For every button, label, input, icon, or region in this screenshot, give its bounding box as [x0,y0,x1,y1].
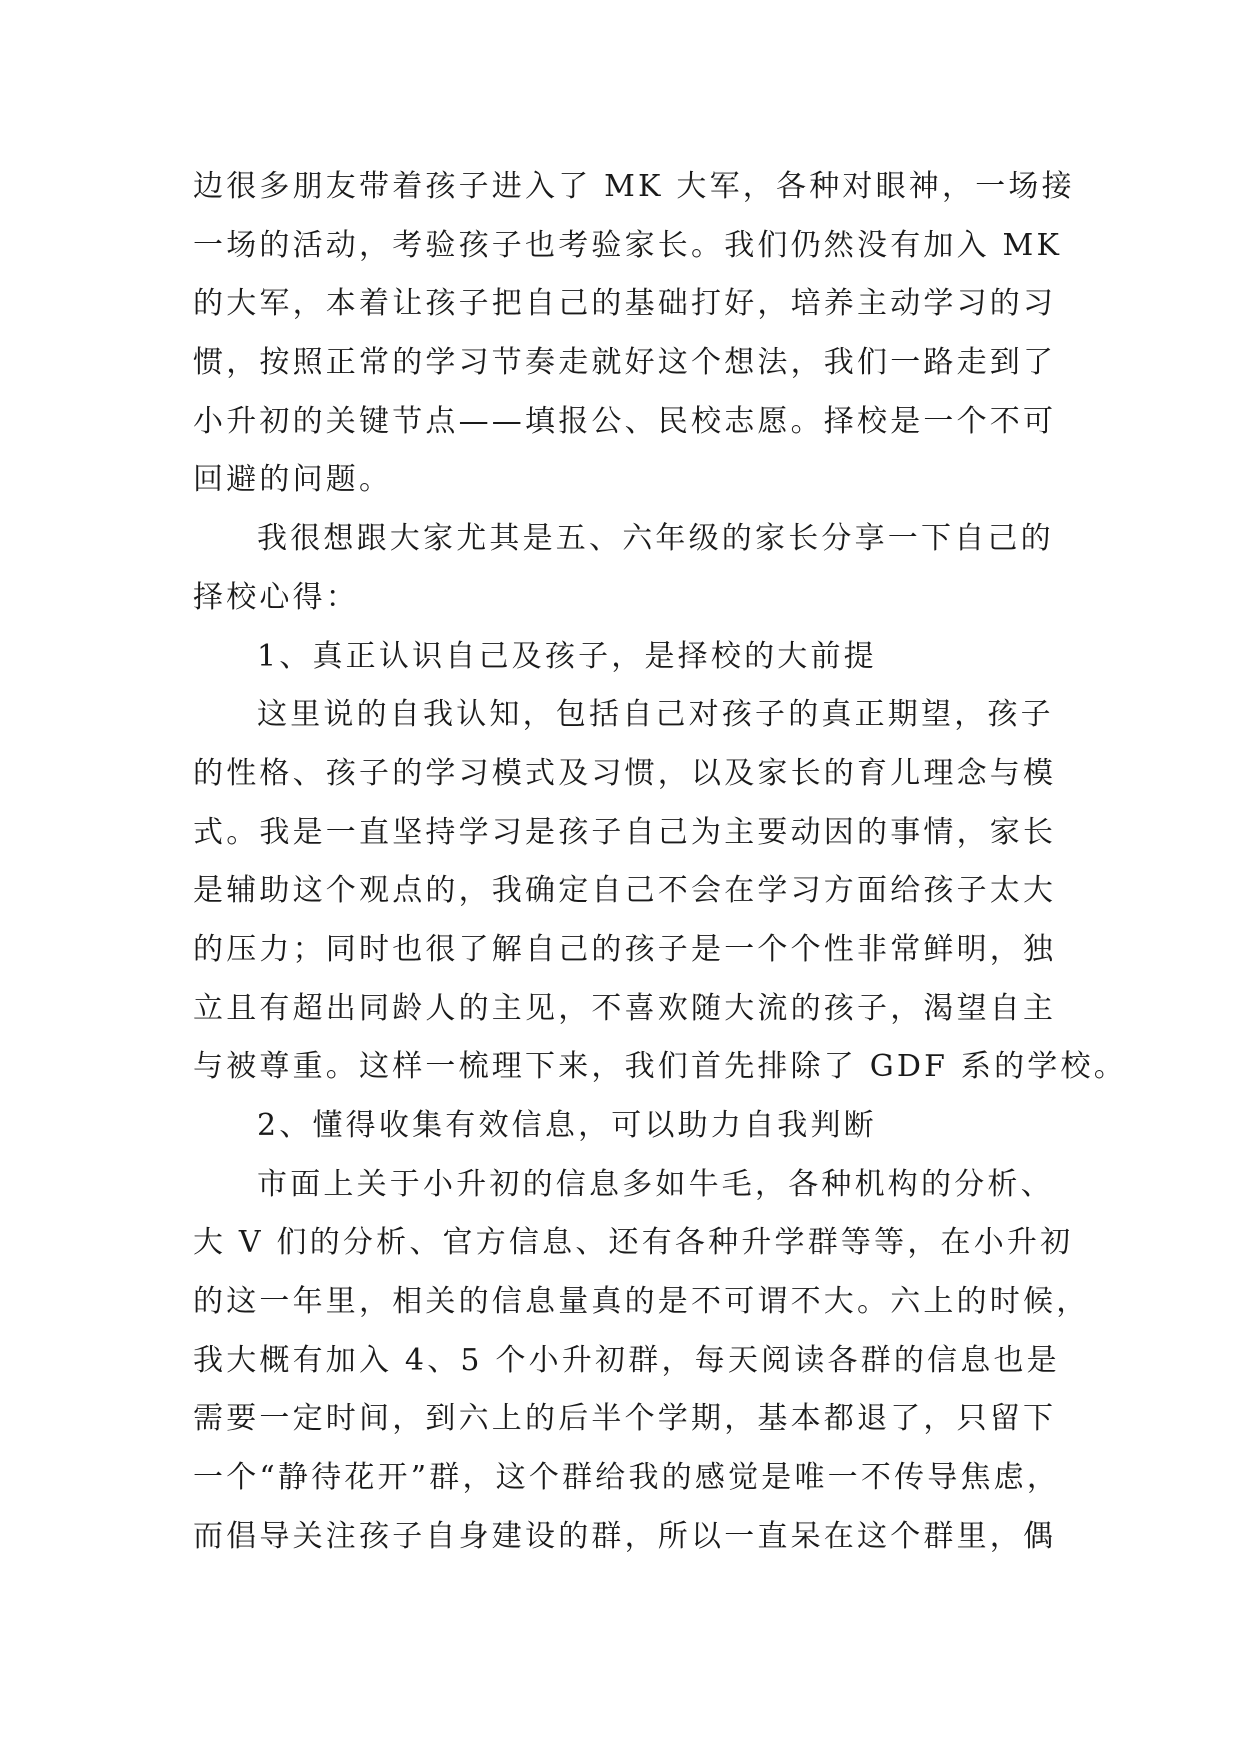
text-line: 是辅助这个观点的，我确定自己不会在学习方面给孩子太大 [193,873,1057,909]
paragraph-start-line: 我很想跟大家尤其是五、六年级的家长分享一下自己的 [257,521,1054,557]
text-line: 一场的活动，考验孩子也考验家长。我们仍然没有加入 MK [193,227,1063,263]
text-line: 式。我是一直坚持学习是孩子自己为主要动因的事情，家长 [193,814,1057,850]
text-line: 的性格、孩子的学习模式及习惯，以及家长的育儿理念与模 [193,755,1057,791]
section-heading: 1、真正认识自己及孩子，是择校的大前提 [257,638,877,674]
text-line: 的压力；同时也很了解自己的孩子是一个个性非常鲜明，独 [193,931,1057,967]
text-line: 小升初的关键节点——填报公、民校志愿。择校是一个不可 [193,403,1057,439]
text-line: 立且有超出同龄人的主见，不喜欢随大流的孩子，渴望自主 [193,990,1057,1026]
text-line: 一个“静待花开”群，这个群给我的感觉是唯一不传导焦虑， [193,1460,1061,1496]
paragraph-start-line: 这里说的自我认知，包括自己对孩子的真正期望，孩子 [257,697,1054,733]
text-line: 的大军，本着让孩子把自己的基础打好，培养主动学习的习 [193,286,1057,322]
section-heading: 2、懂得收集有效信息，可以助力自我判断 [257,1108,877,1143]
text-line: 的这一年里，相关的信息量真的是不可谓不大。六上的时候， [193,1284,1090,1320]
text-line: 择校心得： [193,579,359,615]
text-line: 而倡导关注孩子自身建设的群，所以一直呆在这个群里，偶 [193,1518,1057,1554]
text-line: 需要一定时间，到六上的后半个学期，基本都退了，只留下 [193,1401,1057,1437]
text-line: 与被尊重。这样一梳理下来，我们首先排除了 GDF 系的学校。 [193,1049,1127,1085]
text-line: 回避的问题。 [193,462,393,498]
body-text [193,158,1127,1567]
text-line: 大 V 们的分析、官方信息、还有各种升学群等等，在小升初 [193,1225,1074,1261]
text-line: 我大概有加入 4、5 个小升初群，每天阅读各群的信息也是 [193,1342,1060,1378]
text-line: 边很多朋友带着孩子进入了 MK 大军，各种对眼神，一场接 [193,169,1075,204]
text-line: 惯，按照正常的学习节奏走就好这个想法，我们一路走到了 [193,345,1057,381]
paragraph-start-line: 市面上关于小升初的信息多如牛毛，各种机构的分析、 [257,1166,1054,1202]
